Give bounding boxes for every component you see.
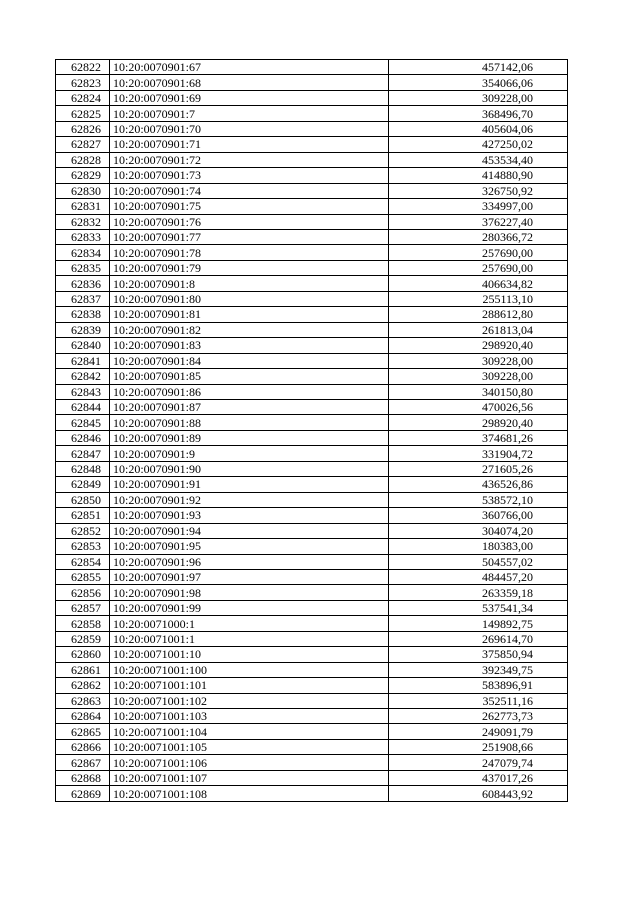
cadastral-number-cell: 10:20:0070901:88 (110, 415, 389, 430)
row-number-cell: 62864 (56, 709, 110, 724)
cadastral-value-cell: 331904,72 (389, 446, 568, 461)
cadastral-number-cell: 10:20:0071001:1 (110, 631, 389, 646)
cadastral-value-cell: 280366,72 (389, 229, 568, 244)
cadastral-value-cell: 309228,00 (389, 353, 568, 368)
row-number-cell: 62839 (56, 322, 110, 337)
cadastral-value-cell: 257690,00 (389, 260, 568, 275)
cadastral-number-cell: 10:20:0070901:90 (110, 461, 389, 476)
cadastral-number-cell: 10:20:0071001:101 (110, 678, 389, 693)
cadastral-value-cell: 368496,70 (389, 106, 568, 121)
cadastral-value-cell: 392349,75 (389, 662, 568, 677)
table-row (56, 369, 568, 384)
cadastral-value-cell: 504557,02 (389, 554, 568, 569)
row-number-cell: 62823 (56, 75, 110, 90)
table-row (56, 415, 568, 430)
cadastral-value-cell: 538572,10 (389, 492, 568, 507)
table-row (56, 353, 568, 368)
row-number-cell: 62838 (56, 307, 110, 322)
row-number-cell: 62861 (56, 662, 110, 677)
cadastral-value-cell: 583896,91 (389, 678, 568, 693)
row-number-cell: 62833 (56, 229, 110, 244)
cadastral-number-cell: 10:20:0070901:84 (110, 353, 389, 368)
table-row (56, 585, 568, 600)
cadastral-number-cell: 10:20:0070901:93 (110, 508, 389, 523)
cadastral-number-cell: 10:20:0070901:85 (110, 369, 389, 384)
table-row (56, 678, 568, 693)
row-number-cell: 62827 (56, 137, 110, 152)
cadastral-number-cell: 10:20:0070901:76 (110, 214, 389, 229)
table-row (56, 121, 568, 136)
row-number-cell: 62851 (56, 508, 110, 523)
row-number-cell: 62847 (56, 446, 110, 461)
cadastral-number-cell: 10:20:0071001:102 (110, 693, 389, 708)
row-number-cell: 62825 (56, 106, 110, 121)
row-number-cell: 62853 (56, 539, 110, 554)
cadastral-value-cell: 326750,92 (389, 183, 568, 198)
row-number-cell: 62829 (56, 168, 110, 183)
table-row (56, 60, 568, 75)
row-number-cell: 62866 (56, 739, 110, 754)
table-row (56, 199, 568, 214)
cadastral-number-cell: 10:20:0071001:108 (110, 786, 389, 801)
table-row (56, 276, 568, 291)
cadastral-value-cell: 309228,00 (389, 90, 568, 105)
row-number-cell: 62854 (56, 554, 110, 569)
row-number-cell: 62846 (56, 430, 110, 445)
table-row (56, 75, 568, 90)
row-number-cell: 62826 (56, 121, 110, 136)
row-number-cell: 62867 (56, 755, 110, 770)
cadastral-value-cell: 261813,04 (389, 322, 568, 337)
cadastral-number-cell: 10:20:0070901:83 (110, 338, 389, 353)
table-row (56, 770, 568, 785)
row-number-cell: 62869 (56, 786, 110, 801)
cadastral-number-cell: 10:20:0070901:77 (110, 229, 389, 244)
row-number-cell: 62865 (56, 724, 110, 739)
cadastral-number-cell: 10:20:0070901:75 (110, 199, 389, 214)
cadastral-value-cell: 298920,40 (389, 338, 568, 353)
table-row (56, 384, 568, 399)
cadastral-value-cell: 298920,40 (389, 415, 568, 430)
cadastral-value-cell: 354066,06 (389, 75, 568, 90)
row-number-cell: 62856 (56, 585, 110, 600)
table-row (56, 539, 568, 554)
cadastral-value-cell: 149892,75 (389, 616, 568, 631)
table-row (56, 260, 568, 275)
cadastral-number-cell: 10:20:0070901:9 (110, 446, 389, 461)
table-row (56, 755, 568, 770)
cadastral-number-cell: 10:20:0070901:92 (110, 492, 389, 507)
table-row (56, 291, 568, 306)
cadastral-number-cell: 10:20:0070901:89 (110, 430, 389, 445)
table-row (56, 430, 568, 445)
cadastral-value-cell: 304074,20 (389, 523, 568, 538)
table-row (56, 554, 568, 569)
row-number-cell: 62855 (56, 569, 110, 584)
table-row (56, 631, 568, 646)
row-number-cell: 62824 (56, 90, 110, 105)
cadastral-number-cell: 10:20:0070901:81 (110, 307, 389, 322)
table-row (56, 307, 568, 322)
cadastral-number-cell: 10:20:0070901:86 (110, 384, 389, 399)
table-row (56, 600, 568, 615)
table-row (56, 662, 568, 677)
row-number-cell: 62848 (56, 461, 110, 476)
cadastral-number-cell: 10:20:0070901:96 (110, 554, 389, 569)
table-row (56, 245, 568, 260)
cadastral-number-cell: 10:20:0070901:82 (110, 322, 389, 337)
cadastral-number-cell: 10:20:0070901:87 (110, 399, 389, 414)
cadastral-value-cell: 437017,26 (389, 770, 568, 785)
table-row (56, 523, 568, 538)
cadastral-number-cell: 10:20:0070901:8 (110, 276, 389, 291)
cadastral-number-cell: 10:20:0070901:95 (110, 539, 389, 554)
cadastral-value-cell: 247079,74 (389, 755, 568, 770)
cadastral-value-table (55, 59, 568, 802)
cadastral-number-cell: 10:20:0071001:107 (110, 770, 389, 785)
cadastral-number-cell: 10:20:0070901:97 (110, 569, 389, 584)
table-row (56, 569, 568, 584)
table-body (56, 60, 568, 802)
row-number-cell: 62858 (56, 616, 110, 631)
row-number-cell: 62828 (56, 152, 110, 167)
cadastral-value-cell: 453534,40 (389, 152, 568, 167)
table-row (56, 214, 568, 229)
cadastral-number-cell: 10:20:0070901:80 (110, 291, 389, 306)
table-row (56, 477, 568, 492)
table-row (56, 724, 568, 739)
cadastral-number-cell: 10:20:0070901:98 (110, 585, 389, 600)
cadastral-value-cell: 470026,56 (389, 399, 568, 414)
cadastral-value-cell: 376227,40 (389, 214, 568, 229)
row-number-cell: 62850 (56, 492, 110, 507)
row-number-cell: 62844 (56, 399, 110, 414)
cadastral-value-cell: 269614,70 (389, 631, 568, 646)
cadastral-value-cell: 360766,00 (389, 508, 568, 523)
cadastral-value-cell: 334997,00 (389, 199, 568, 214)
cadastral-number-cell: 10:20:0071001:105 (110, 739, 389, 754)
cadastral-value-cell: 457142,06 (389, 60, 568, 75)
row-number-cell: 62831 (56, 199, 110, 214)
cadastral-value-cell: 340150,80 (389, 384, 568, 399)
cadastral-value-cell: 288612,80 (389, 307, 568, 322)
cadastral-value-cell: 537541,34 (389, 600, 568, 615)
cadastral-value-cell: 180383,00 (389, 539, 568, 554)
cadastral-number-cell: 10:20:0070901:72 (110, 152, 389, 167)
cadastral-value-cell: 427250,02 (389, 137, 568, 152)
table-row (56, 168, 568, 183)
table-row (56, 152, 568, 167)
cadastral-number-cell: 10:20:0070901:71 (110, 137, 389, 152)
row-number-cell: 62835 (56, 260, 110, 275)
row-number-cell: 62822 (56, 60, 110, 75)
cadastral-value-cell: 406634,82 (389, 276, 568, 291)
table-row (56, 90, 568, 105)
table-row (56, 338, 568, 353)
cadastral-number-cell: 10:20:0070901:94 (110, 523, 389, 538)
cadastral-number-cell: 10:20:0071001:100 (110, 662, 389, 677)
cadastral-value-cell: 352511,16 (389, 693, 568, 708)
cadastral-value-cell: 309228,00 (389, 369, 568, 384)
table-row (56, 647, 568, 662)
table-row (56, 786, 568, 801)
cadastral-number-cell: 10:20:0071001:103 (110, 709, 389, 724)
cadastral-number-cell: 10:20:0070901:70 (110, 121, 389, 136)
table-row (56, 322, 568, 337)
row-number-cell: 62840 (56, 338, 110, 353)
row-number-cell: 62845 (56, 415, 110, 430)
cadastral-number-cell: 10:20:0071001:106 (110, 755, 389, 770)
row-number-cell: 62868 (56, 770, 110, 785)
row-number-cell: 62852 (56, 523, 110, 538)
table-row (56, 183, 568, 198)
cadastral-value-cell: 251908,66 (389, 739, 568, 754)
cadastral-number-cell: 10:20:0070901:69 (110, 90, 389, 105)
row-number-cell: 62842 (56, 369, 110, 384)
row-number-cell: 62841 (56, 353, 110, 368)
cadastral-number-cell: 10:20:0070901:67 (110, 60, 389, 75)
row-number-cell: 62849 (56, 477, 110, 492)
cadastral-number-cell: 10:20:0070901:68 (110, 75, 389, 90)
row-number-cell: 62830 (56, 183, 110, 198)
row-number-cell: 62834 (56, 245, 110, 260)
table-row (56, 492, 568, 507)
cadastral-number-cell: 10:20:0070901:91 (110, 477, 389, 492)
cadastral-number-cell: 10:20:0070901:79 (110, 260, 389, 275)
cadastral-value-cell: 484457,20 (389, 569, 568, 584)
cadastral-value-cell: 263359,18 (389, 585, 568, 600)
cadastral-value-cell: 436526,86 (389, 477, 568, 492)
cadastral-value-cell: 405604,06 (389, 121, 568, 136)
cadastral-number-cell: 10:20:0070901:99 (110, 600, 389, 615)
cadastral-value-cell: 271605,26 (389, 461, 568, 476)
cadastral-number-cell: 10:20:0071000:1 (110, 616, 389, 631)
row-number-cell: 62862 (56, 678, 110, 693)
cadastral-value-cell: 249091,79 (389, 724, 568, 739)
row-number-cell: 62859 (56, 631, 110, 646)
cadastral-value-cell: 255113,10 (389, 291, 568, 306)
cadastral-value-cell: 414880,90 (389, 168, 568, 183)
table-row (56, 709, 568, 724)
table-row (56, 106, 568, 121)
row-number-cell: 62857 (56, 600, 110, 615)
row-number-cell: 62837 (56, 291, 110, 306)
cadastral-number-cell: 10:20:0071001:104 (110, 724, 389, 739)
cadastral-value-cell: 608443,92 (389, 786, 568, 801)
cadastral-number-cell: 10:20:0070901:78 (110, 245, 389, 260)
row-number-cell: 62832 (56, 214, 110, 229)
table-row (56, 508, 568, 523)
cadastral-number-cell: 10:20:0070901:74 (110, 183, 389, 198)
table-row (56, 399, 568, 414)
table-row (56, 461, 568, 476)
cadastral-value-cell: 262773,73 (389, 709, 568, 724)
cadastral-value-cell: 257690,00 (389, 245, 568, 260)
cadastral-number-cell: 10:20:0071001:10 (110, 647, 389, 662)
table-row (56, 229, 568, 244)
cadastral-number-cell: 10:20:0070901:7 (110, 106, 389, 121)
cadastral-value-cell: 374681,26 (389, 430, 568, 445)
row-number-cell: 62843 (56, 384, 110, 399)
cadastral-value-cell: 375850,94 (389, 647, 568, 662)
row-number-cell: 62836 (56, 276, 110, 291)
row-number-cell: 62860 (56, 647, 110, 662)
table-row (56, 137, 568, 152)
table-row (56, 693, 568, 708)
cadastral-number-cell: 10:20:0070901:73 (110, 168, 389, 183)
table-row (56, 616, 568, 631)
table-row (56, 446, 568, 461)
row-number-cell: 62863 (56, 693, 110, 708)
table-row (56, 739, 568, 754)
